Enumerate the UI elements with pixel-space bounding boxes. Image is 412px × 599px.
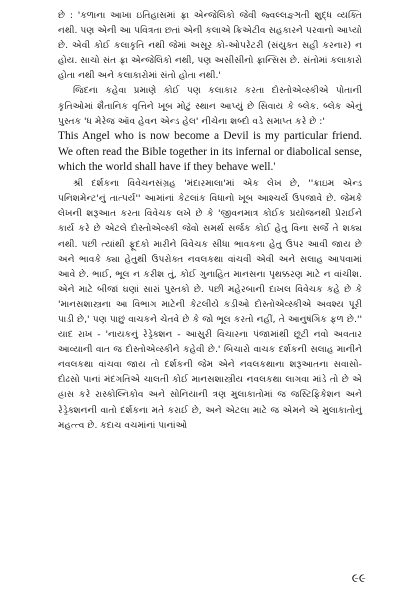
paragraph-english-quote: This Angel who is now become a Devil is my particular friend. We often read the Bible together in its infernal or diabolical sense, which the world shall have if they behave well.' [58,129,362,174]
paragraph-darshak-critique: શ્રી દર્શકના વિવેચનસંગ્રહ 'મંદારમાલા'માં એક લેખ છે, ''ક્રાઇમ એન્ડ પનિશમેન્ટ'નું તાત્પર્ય'' આમાંનાં કેટલાંક વિધાનો ખૂબ આશ્ચર્ય ઉપજાવે છે. જેમકે લેખની શરૂઆત કરતા વિવેચક લખે છે કે 'જીવનમાત્ર કોઈક પ્રયોજનથી પ્રેરાઈને કાર્ય કરે છે એટલે દોસ્તોએવ્સ્કી જેવો સમર્થ સર્જક કોઈ હેતુ વિના સર્જે તે શક્ય નથી. પછી ત્યાંથી ફૂદકો મારીને વિવેચક સીધા ભાવકના હેતુ ઉપર આવી જાય છે અને ભાવકે ક્યા હેતુથી ઉપરોક્ત નવલકથા વાંચવી એવી અને સલાહ આપવામાં આવે છે. ભાઈ, ભૂલ ન કરીશ તું, કોઈ ગુનાહિત માનસના પૃથક્કરણ માટે ન વાંચીશ. એને માટે બીજાં ઘણાં સારાં પુસ્તકો છે. પછી મહેરબાની દાખલ વિવેચક કહે છે કે 'માનસશાસ્ત્રના આ વિભાગ માટેની કેટલીયે કડીઓ દોસ્તોએવ્સ્કીએ અવશ્ય પૂરી પાડી છે,' પણ પાછું વાચકને ચેતવે છે કે જો ભૂલ કરતો નહીં, તે આનુષંગિક ફળ છે.'' યાદ રાખ - 'નાયકનું રેડ્રેક્શન - આસુરી વિચારના પંજામાંથી છૂટી નવો અવતાર આવ્યાની વાત જ દોસ્તોએવ્સ્કીને કહેવી છે.' બિચારો વાચક દર્શકની સલાહ માનીને નવલકથા વાંચવા જાય તો દર્શકની જેમ એને નવલકથાના શરૂઆતના સવાસો-દોઢસો પાનાં મંદગતિએ ચાલતી કોઈ માનસશાસ્ત્રીય નવલકથા લાગવા માંડે તો છે એ હ્રાસ કરે રાસ્કોલ્નિકોવ અને સોનિયાની ત્રણ મુલાકાતોમાં જ જસ્ટિફિકેશન અને રેડ્રેક્શનની વાતો દર્શકના મતે કરાઈ છે, અને એટલા માટે જ એમને એ મુલાકાતોનું મહત્ત્વ છે. કદાચ વચમાંનાં પાનાંઓ [58,178,362,431]
paragraph-quote-continuation: છે : 'કળાના આખા ઇતિહાસમાં ફ્રા એન્જેલિકો જેવી જ્વલ્લજ્ઞ્ઞતી શુદ્ધ વ્યક્તિ નથી. પણ એની આ પવિત્રતા છતાં એની કલાએ ક્રિએટીવ સહકારને પરવાનો આપ્યો છે. એવી કોઈ કલાકૃતિ નથી જેમાં અસૂર કો-ઓપરેટરી (સંયુક્ત સહી કરનાર) ન હોય. સાચો સંત ફ્રા એન્જેલિકો નથી, પણ અસીસીનો ફ્રાન્સિસ છે. સંતોમાં કલાકારો હોતા નથી અને કલાકારોમાં સંતો હોતા નથી.' [58,10,362,82]
paragraph-gide-blake: જિદના કહેવા પ્રમાણે કોઈ પણ કલાકાર કરતા દોસ્તોએવ્સ્કીએ પોતાની કૃતિઓમાં શૈતાનિક વૃત્તિને ખૂબ મોટું સ્થાન આપ્યું છે સિવાય કે બ્લેક. બ્લેક એનું પુસ્તક 'ધ મેરેજ ઑવ હેવન એન્ડ હેલ' નીચેના શબ્દો વડે સમાપ્ત કરે છે :' [58,85,362,127]
page-number: ૯૯ [351,571,366,585]
body-text [58,8,362,433]
